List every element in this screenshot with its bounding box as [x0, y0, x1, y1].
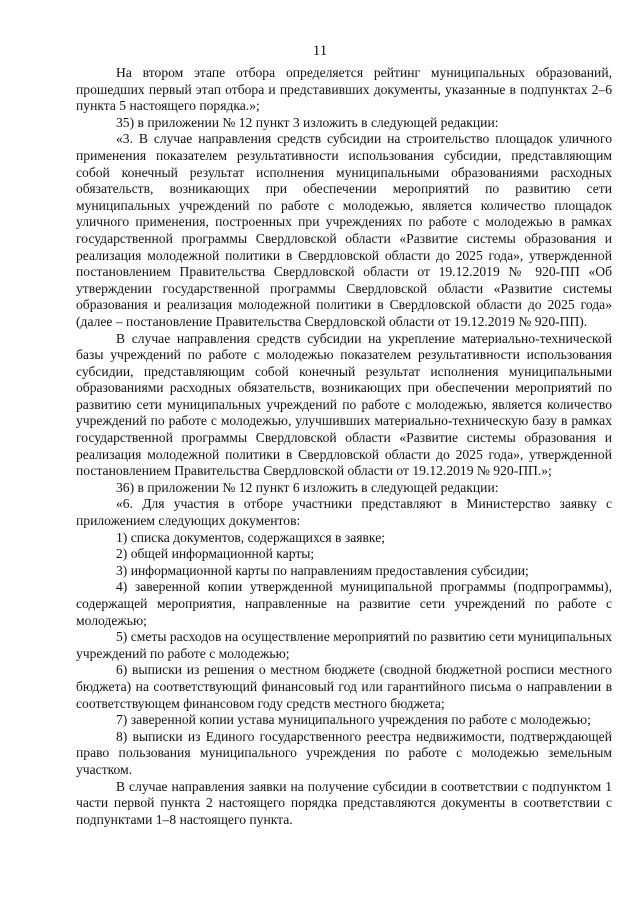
list-item: 6) выписки из решения о местном бюджете (сводной бюджетной росписи местного бюджета) на соответствующий финансовый год или гарантийного письма о направлении в соответствующем финансовом году средств местного бюджета;: [76, 662, 612, 711]
page-number: 11: [312, 43, 328, 59]
list-item: 2) общей информационной карты;: [116, 546, 315, 562]
list-item: 1) списка документов, содержащихся в заявке;: [116, 529, 386, 545]
paragraph: В случае направления заявки на получение субсидии в соответствии с подпунктом 1 части первой пункта 2 настоящего порядка представляются документы в соответствии с подпунктами 1–8 настоящего пункта.: [76, 778, 612, 827]
list-item: 3) информационной карты по направлениям предоставления субсидии;: [116, 562, 529, 578]
list-item: 7) заверенной копии устава муниципального учреждения по работе с молодежью;: [116, 712, 591, 728]
list-item: 4) заверенной копии утвержденной муниципальной программы (подпрограммы), содержащей мероприятия, направленные на развитие сети учреждений по работе с молодежью;: [76, 579, 612, 628]
paragraph: 36) в приложении № 12 пункт 6 изложить в следующей редакции:: [116, 479, 499, 495]
list-item: 8) выписки из Единого государственного реестра недвижимости, подтверждающей право пользования муниципального учреждения по работе с молодежью земельным участком.: [76, 728, 612, 777]
paragraph: «3. В случае направления средств субсидии на строительство площадок уличного применения показателем результативности использования субсидии, представляющим собой конечный результат исполнения муниципальными образованиями расходных обязательств, возникающих при обеспечении мероприятий по развитию сети муниципальных учреждений по работе с молодежью, является количество площадок уличного применения, построенных при учреждениях по работе с молодежью в рамках государственной программы Свердловской области «Развитие системы образования и реализация молодежной политики в Свердловской области до 2025 года», утвержденной постановлением Правительства Свердловской области от 19.12.2019 № 920-ПП «Об утверждении государственной программы Свердловской области «Развитие системы образования и реализация молодежной политики в Свердловской области до 2025 года» (далее – постановление Правительства Свердловской области от 19.12.2019 № 920-ПП).: [76, 131, 612, 329]
list-item: 5) сметы расходов на осуществление мероприятий по развитию сети муниципальных учреждений по работе с молодежью;: [76, 629, 612, 661]
paragraph: «6. Для участия в отборе участники представляют в Министерство заявку с приложением следующих документов:: [76, 496, 612, 529]
paragraph: На втором этапе отбора определяется рейтинг муниципальных образований, прошедших первый этап отбора и представивших документы, указанные в подпунктах 2–6 пункта 5 настоящего порядка.»;: [76, 65, 612, 114]
paragraph: В случае направления средств субсидии на укрепление материально-технической базы учреждений по работе с молодежью показателем результативности использования субсидии, представляющим собой конечный результат исполнения муниципальными образованиями расходных обязательств, возникающих при обеспечении мероприятий по развитию сети муниципальных учреждений по работе с молодежью, является количество учреждений по работе с молодежью, улучшивших материально-техническую базу в рамках государственной программы Свердловской области «Развитие системы образования и реализация молодежной политики в Свердловской области до 2025 года», утвержденной постановлением Правительства Свердловской области от 19.12.2019 № 920-ПП.»;: [76, 330, 612, 479]
paragraph: 35) в приложении № 12 пункт 3 изложить в следующей редакции:: [116, 114, 499, 130]
document-body: [76, 65, 612, 828]
